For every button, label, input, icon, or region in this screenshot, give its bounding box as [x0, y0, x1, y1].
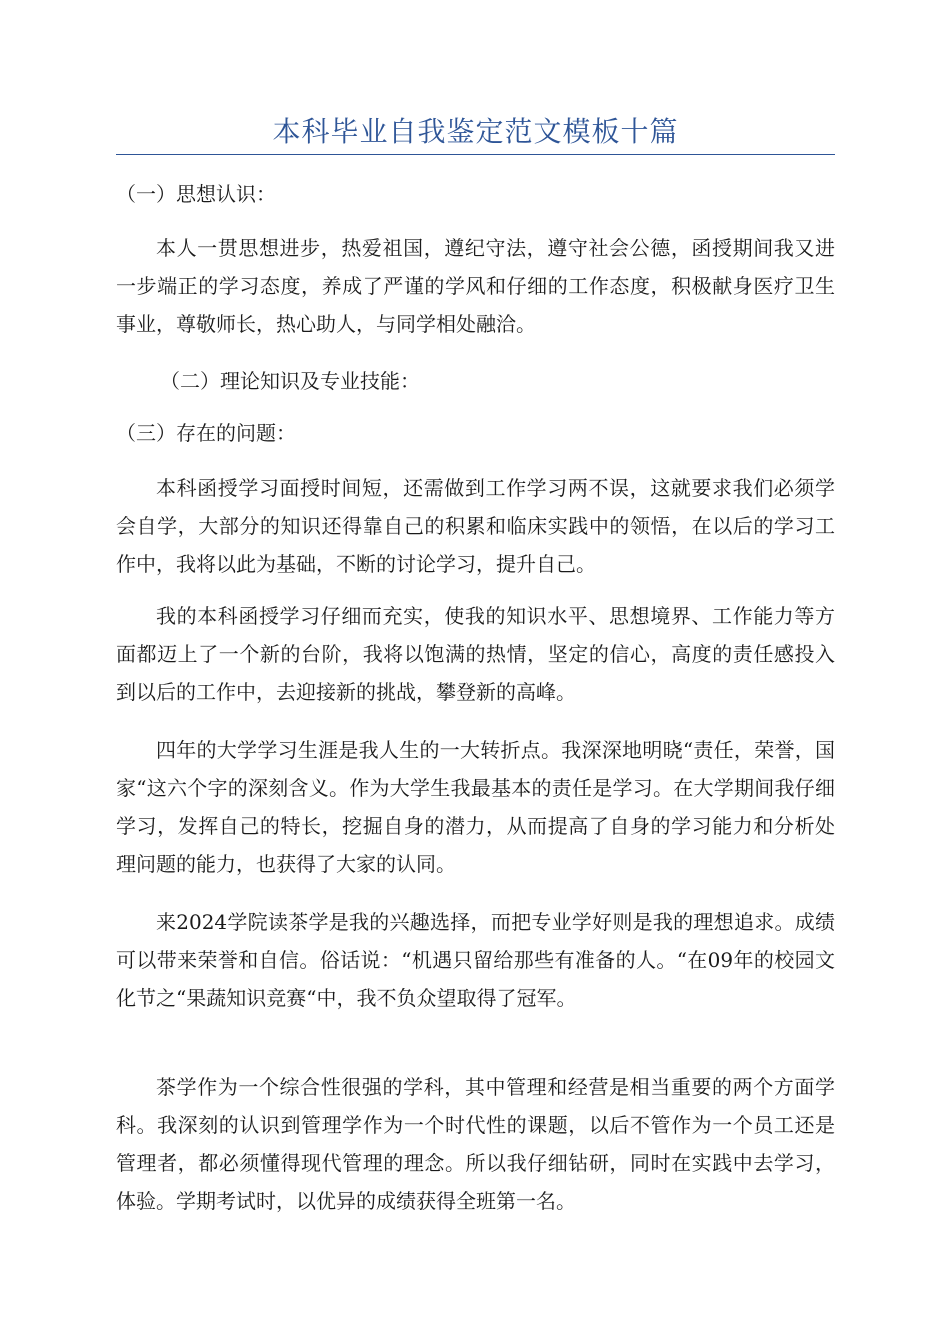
- section-heading-theory: （二）理论知识及专业技能：: [160, 369, 420, 393]
- paragraph-management: 茶学作为一个综合性很强的学科，其中管理和经营是相当重要的两个方面学科。我深刻的认识到管理学作为一个时代性的课题，以后不管作为一个员工还是管理者，都必须懂得现代管理的理念。所以我仔细钻研，同时在实践中去学习，体验。学期考试时，以优异的成绩获得全班第一名。: [116, 1075, 835, 1213]
- document-title: 本科毕业自我鉴定范文模板十篇: [272, 115, 679, 148]
- paragraph-college-life: 四年的大学学习生涯是我人生的一大转折点。我深深地明晓“责任，荣誉，国家“这六个字的深刻含义。作为大学生我最基本的责任是学习。在大学期间我仔细学习，发挥自己的特长，挖掘自身的潜力，从而提高了自身的学习能力和分析处理问题的能力，也获得了大家的认同。: [116, 738, 835, 876]
- title-underline: [116, 154, 835, 155]
- paragraph-summary: 我的本科函授学习仔细而充实，使我的知识水平、思想境界、工作能力等方面都迈上了一个新的台阶，我将以饱满的热情，坚定的信心，高度的责任感投入到以后的工作中，去迎接新的挑战，攀登新的高峰。: [116, 604, 835, 704]
- section-heading-problems: （三）存在的问题：: [116, 421, 296, 445]
- section-heading-thought: （一）思想认识：: [116, 182, 276, 206]
- paragraph-problems: 本科函授学习面授时间短，还需做到工作学习两不误，这就要求我们必须学会自学，大部分的知识还得靠自己的积累和临床实践中的领悟，在以后的学习工作中，我将以此为基础，不断的讨论学习，提升自己。: [116, 476, 835, 576]
- paragraph-tea-study: 来2024学院读茶学是我的兴趣选择，而把专业学好则是我的理想追求。成绩可以带来荣誉和自信。俗话说：“机遇只留给那些有准备的人。“在09年的校园文化节之“果蔬知识竞赛“中，我不负众望取得了冠军。: [116, 910, 835, 1010]
- paragraph-thought: 本人一贯思想进步，热爱祖国，遵纪守法，遵守社会公德，函授期间我又进一步端正的学习态度，养成了严谨的学风和仔细的工作态度，积极献身医疗卫生事业，尊敬师长，热心助人，与同学相处融洽。: [116, 236, 835, 336]
